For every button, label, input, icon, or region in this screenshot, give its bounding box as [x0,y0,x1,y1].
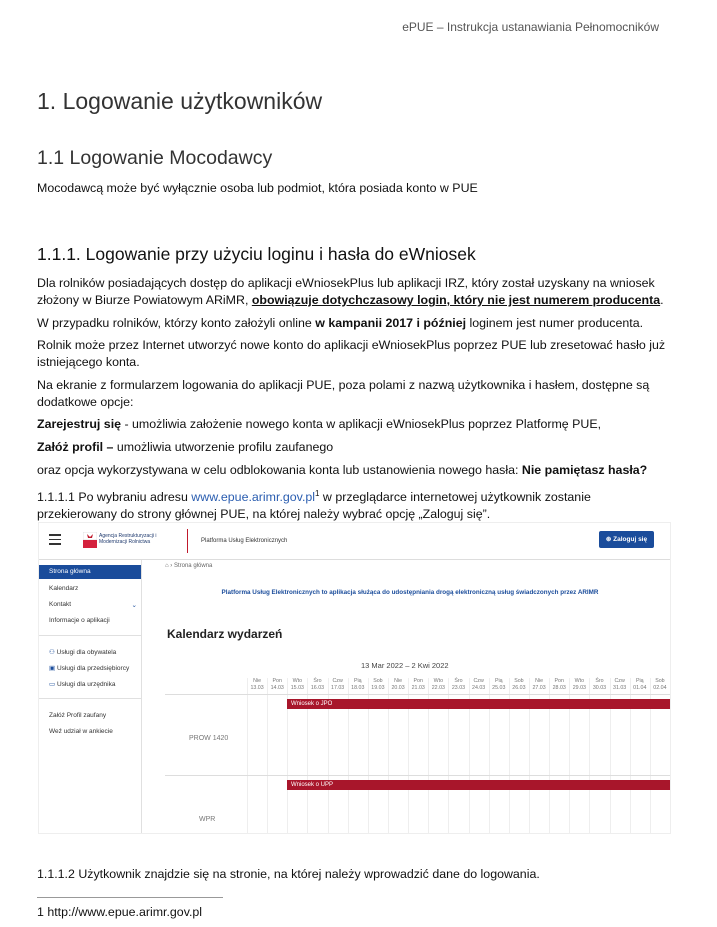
calendar-day-header: Śro 30.03 [592,678,607,691]
header-divider [187,529,188,553]
paragraph-2: W przypadku rolników, którzy konto założyli online w kampanii 2017 i później loginem jest numer producenta. [37,316,644,330]
pue-screenshot [38,522,671,834]
eagle-logo-icon [83,532,97,548]
sidebar-item-contact[interactable]: Kontakt ⌄ [49,601,137,609]
calendar-day-header: Sob 19.03 [371,678,385,691]
calendar-title: Kalendarz wydarzeń [167,627,283,641]
sidebar-item-citizen[interactable]: ⚇ Usługi dla obywatela [49,649,117,656]
footnote-divider [37,897,223,898]
home-icon[interactable]: ⌂ [165,563,169,569]
calendar-day-header: Pią 25.03 [492,678,506,691]
heading-3: 1.1.1. Logowanie przy użyciu loginu i hasła do eWniosek [37,244,476,264]
monitor-icon: ▭ [49,681,57,688]
document-header: ePUE – Instrukcja ustanawiania Pełnomocników [402,20,659,34]
agency-logo-text: Agencja Restrukturyzacji i Modernizacji Rolnictwa [99,533,157,545]
paragraph-6: Załóż profil – umożliwia utworzenie profilu zaufanego [37,440,334,454]
sidebar-item-calendar[interactable]: Kalendarz [49,585,79,592]
paragraph-1: Dla rolników posiadających dostęp do aplikacji eWniosekPlus lub aplikacji IRZ, który został uzyskany na wniosek złożony w Biurze Powiatowym ARiMR, obowiązuje dotychczasowy login, który nie jest numerem producenta. [37,276,664,307]
event-bar-upp[interactable]: Wniosek o UPP [287,780,670,790]
calendar-day-header: Pią 01.04 [633,678,647,691]
footnote: 1 http://www.epue.arimr.gov.pl [37,905,203,919]
calendar-day-header: Czw 31.03 [613,678,627,691]
briefcase-icon: ▣ [49,665,57,672]
paragraph-9: 1.1.1.2 Użytkownik znajdzie się na stronie, na której należy wprowadzić dane do logowania. [37,867,540,881]
sidebar-item-official[interactable]: ▭ Usługi dla urzędnika [49,681,116,688]
paragraph-3: Rolnik może przez Internet utworzyć nowe konto do aplikacji eWniosekPlus poprzez PUE lub zresetować hasło już istniejącego konta. [37,338,666,369]
platform-label: Platforma Usług Elektronicznych [201,538,288,544]
calendar-day-header: Nie 27.03 [532,678,546,691]
calendar-range: 13 Mar 2022 – 2 Kwi 2022 [361,661,449,670]
calendar-day-header: Pon 21.03 [411,678,425,691]
pue-topbar [39,523,670,560]
calendar-day-header: Pon 14.03 [270,678,284,691]
heading-1: 1. Logowanie użytkowników [37,88,323,114]
paragraph-7: oraz opcja wykorzystywana w celu odblokowania konta lub ustanowienia nowego hasła: Nie pamiętasz hasła? [37,463,648,477]
sidebar-item-survey[interactable]: Weź udział w ankiecie [49,728,113,735]
paragraph-mocodawca: Mocodawcą może być wyłącznie osoba lub podmiot, która posiada konto w PUE [37,181,478,195]
chevron-down-icon: ⌄ [131,602,137,609]
calendar-day-header: Czw 17.03 [331,678,345,691]
calendar-day-header: Czw 24.03 [472,678,486,691]
calendar-gridline [267,678,268,833]
sidebar-item-profile[interactable]: Załóż Profil zaufany [49,712,107,719]
calendar-day-header: Nie 20.03 [391,678,405,691]
calendar-day-header: Wto 29.03 [572,678,586,691]
breadcrumb: ⌂ › Strona główna [165,563,213,569]
calendar-day-header: Wto 15.03 [290,678,304,691]
calendar-day-header: Śro 16.03 [310,678,325,691]
calendar-day-header: Wto 22.03 [431,678,445,691]
paragraph-8: 1.1.1.1 Po wybraniu adresu $www.epue.arimr.gov.pl^1$ w przeglądarce internetowej użytkownik zostanie przekierowany do strony głównej PUE, na której należy wybrać opcję „Zaloguj się”. [37,489,591,522]
row-label-wpr: WPR [199,816,216,823]
calendar-day-header: Nie 13.03 [250,678,264,691]
sidebar-item-business[interactable]: ▣ Usługi dla przedsiębiorcy [49,665,130,672]
calendar-day-header: Śro 23.03 [451,678,466,691]
paragraph-4: Na ekranie z formularzem logowania do aplikacji PUE, poza polami z nazwą użytkownika i hasłem, dostępne są dodatkowe opcje: [37,378,650,409]
sidebar-item-info[interactable]: Informacje o aplikacji [49,617,110,624]
paragraph-5: Zarejestruj się - umożliwia założenie nowego konta w aplikacji eWniosekPlus poprzez Platformę PUE, [37,417,602,431]
calendar-day-header: Sob 02.04 [653,678,667,691]
person-icon: ⚇ [49,649,57,656]
row-label-prow: PROW 1420 [189,735,229,742]
sidebar-item-home[interactable]: Strona główna [39,565,141,579]
calendar-day-header: Sob 26.03 [512,678,526,691]
menu-icon[interactable] [49,534,61,544]
pue-sidebar [39,560,142,833]
calendar-gridline [247,678,248,833]
calendar-day-header: Pią 18.03 [351,678,365,691]
info-banner: Platforma Usług Elektronicznych to aplikacja służąca do udostępniania drogą elektroniczną usług świadczonych przez ARIMR [221,589,599,596]
login-button[interactable]: ⊛ Zaloguj się [599,531,654,548]
event-bar-jpo[interactable]: Wniosek o JPO [287,699,670,709]
calendar-day-header: Pon 28.03 [552,678,566,691]
epue-link[interactable]: www.epue.arimr.gov.pl [191,490,316,505]
heading-2: 1.1 Logowanie Mocodawcy [37,147,273,169]
